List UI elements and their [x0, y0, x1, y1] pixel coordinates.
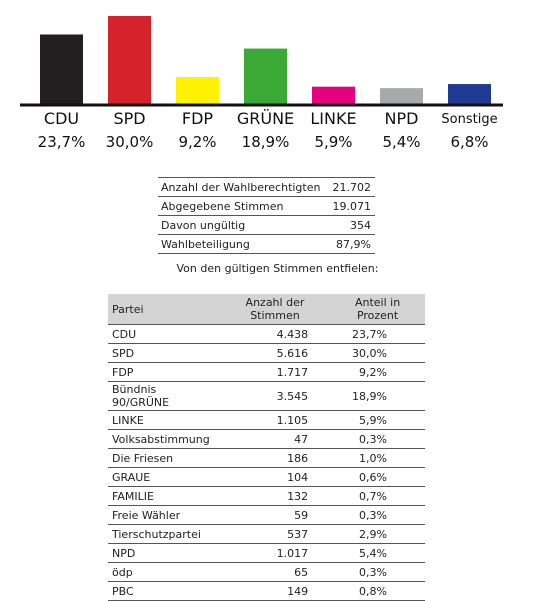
table-row — [108, 363, 425, 382]
table-row — [108, 582, 425, 601]
bar-cdu — [40, 34, 83, 104]
percent-cell: 1,0% — [330, 449, 425, 468]
party-cell: Volksabstimmung — [108, 430, 220, 449]
summary-row — [158, 178, 375, 197]
votes-table — [108, 294, 425, 601]
table-row — [108, 344, 425, 363]
percent-cell: 0,3% — [330, 506, 425, 525]
bar-linke — [312, 87, 355, 104]
votes-cell: 65 — [220, 563, 330, 582]
bar-npd — [380, 88, 423, 104]
summary-label: Anzahl der Wahlberechtigten — [158, 178, 328, 197]
votes-cell: 4.438 — [220, 325, 330, 344]
table-row — [108, 525, 425, 544]
votes-cell: 132 — [220, 487, 330, 506]
percent-cell: 0,6% — [330, 468, 425, 487]
percent-cell: 18,9% — [330, 382, 425, 411]
value-label: 23,7% — [37, 133, 86, 151]
votes-cell: 1.717 — [220, 363, 330, 382]
category-label: CDU — [43, 109, 80, 128]
bar-fdp — [176, 77, 219, 104]
summary-value: 87,9% — [328, 235, 375, 254]
summary-label: Wahlbeteiligung — [158, 235, 328, 254]
percent-cell: 0,3% — [330, 563, 425, 582]
votes-cell: 1.017 — [220, 544, 330, 563]
party-cell: Tierschutzpartei — [108, 525, 220, 544]
category-label: FDP — [181, 109, 214, 128]
header-votes: Anzahl der Stimmen — [220, 294, 330, 325]
bars-group — [40, 16, 491, 104]
value-label: 5,4% — [382, 133, 421, 151]
party-cell: GRAUE — [108, 468, 220, 487]
bar-grüne — [244, 49, 287, 104]
category-label: GRÜNE — [236, 109, 295, 128]
party-cell: SPD — [108, 344, 220, 363]
value-label: 18,9% — [241, 133, 290, 151]
table-row — [108, 487, 425, 506]
percent-cell: 0,7% — [330, 487, 425, 506]
votes-cell: 59 — [220, 506, 330, 525]
percent-cell: 9,2% — [330, 363, 425, 382]
header-percent: Anteil in Prozent — [330, 294, 425, 325]
category-label: Sonstige — [441, 112, 498, 127]
summary-value: 354 — [328, 216, 375, 235]
votes-header-row — [108, 294, 425, 325]
votes-cell: 1.105 — [220, 411, 330, 430]
summary-row — [158, 216, 375, 235]
party-cell: ödp — [108, 563, 220, 582]
summary-row — [158, 235, 375, 254]
percent-cell: 0,8% — [330, 582, 425, 601]
party-cell: LINKE — [108, 411, 220, 430]
percent-cell: 0,3% — [330, 430, 425, 449]
value-label: 30,0% — [105, 133, 154, 151]
value-label: 9,2% — [178, 133, 217, 151]
percent-cell: 30,0% — [330, 344, 425, 363]
percent-cell: 23,7% — [330, 325, 425, 344]
table-row — [108, 506, 425, 525]
percent-cell: 2,9% — [330, 525, 425, 544]
votes-cell: 3.545 — [220, 382, 330, 411]
party-cell: PBC — [108, 582, 220, 601]
table-row — [108, 563, 425, 582]
bar-sonstige — [448, 84, 491, 104]
party-cell: Die Friesen — [108, 449, 220, 468]
category-label: SPD — [113, 109, 146, 128]
party-cell: FAMILIE — [108, 487, 220, 506]
percent-cell: 5,4% — [330, 544, 425, 563]
party-cell: NPD — [108, 544, 220, 563]
party-cell: FDP — [108, 363, 220, 382]
header-party: Partei — [108, 294, 220, 325]
value-label: 5,9% — [314, 133, 353, 151]
votes-cell: 5.616 — [220, 344, 330, 363]
summary-row — [158, 197, 375, 216]
party-cell: Freie Wähler — [108, 506, 220, 525]
category-label: NPD — [384, 109, 419, 128]
value-label: 6,8% — [450, 133, 489, 151]
percent-cell: 5,9% — [330, 411, 425, 430]
votes-cell: 47 — [220, 430, 330, 449]
summary-table — [158, 177, 375, 254]
table-row — [108, 468, 425, 487]
votes-cell: 104 — [220, 468, 330, 487]
summary-label: Davon ungültig — [158, 216, 328, 235]
summary-value: 21.702 — [328, 178, 375, 197]
table-row — [108, 325, 425, 344]
summary-label: Abgegebene Stimmen — [158, 197, 328, 216]
bar-spd — [108, 16, 151, 104]
party-cell: Bündnis 90/GRÜNE — [108, 382, 220, 411]
table-row — [108, 544, 425, 563]
votes-cell: 537 — [220, 525, 330, 544]
category-label: LINKE — [310, 109, 357, 128]
votes-cell: 186 — [220, 449, 330, 468]
party-cell: CDU — [108, 325, 220, 344]
votes-caption: Von den gültigen Stimmen entfielen: — [176, 262, 379, 275]
table-row — [108, 430, 425, 449]
table-row — [108, 382, 425, 411]
summary-value: 19.071 — [328, 197, 375, 216]
votes-cell: 149 — [220, 582, 330, 601]
table-row — [108, 449, 425, 468]
table-row — [108, 411, 425, 430]
